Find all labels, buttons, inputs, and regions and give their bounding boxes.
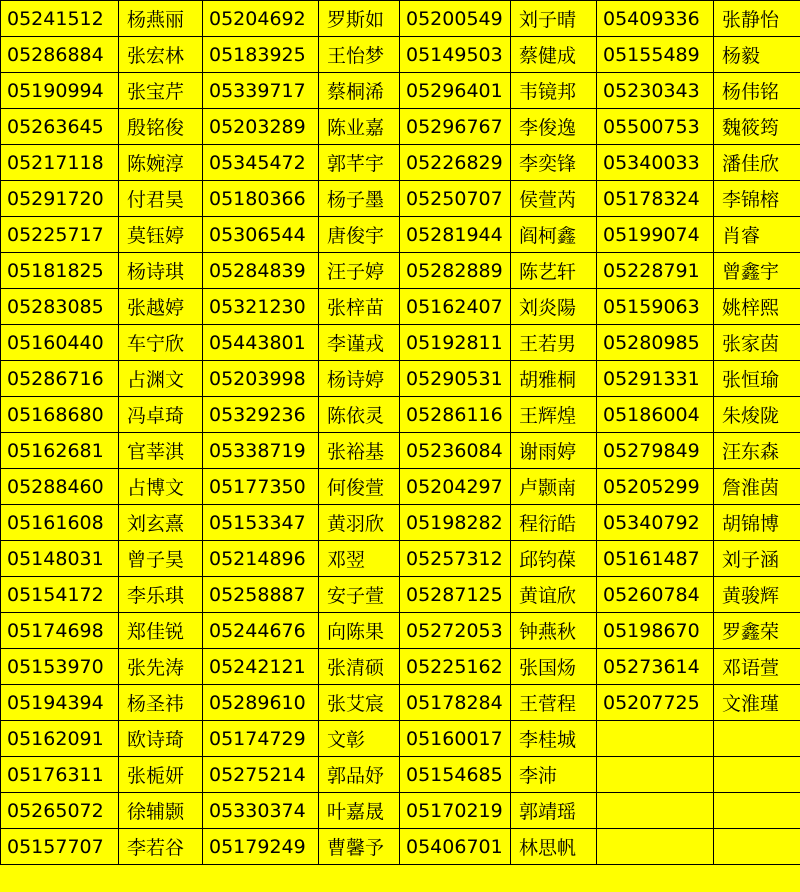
student-id-cell[interactable]: 05296401 <box>400 73 511 109</box>
student-name-cell[interactable]: 曾子昊 <box>119 541 203 577</box>
student-id-cell[interactable]: 05174729 <box>203 721 319 757</box>
student-id-cell[interactable]: 05265072 <box>1 793 119 829</box>
student-id-cell[interactable]: 05281944 <box>400 217 511 253</box>
table-row <box>1 397 800 433</box>
student-name-cell[interactable]: 李锦榕 <box>714 181 800 217</box>
table-row <box>1 289 800 325</box>
student-id-cell[interactable]: 05330374 <box>203 793 319 829</box>
student-id-cell[interactable]: 05289610 <box>203 685 319 721</box>
student-id-cell[interactable]: 05198282 <box>400 505 511 541</box>
student-id-cell[interactable]: 05242121 <box>203 649 319 685</box>
student-id-cell[interactable]: 05178284 <box>400 685 511 721</box>
student-id-cell[interactable]: 05226829 <box>400 145 511 181</box>
student-name-cell[interactable] <box>714 829 800 865</box>
student-name-cell[interactable]: 向陈果 <box>319 613 400 649</box>
student-id-cell[interactable]: 05263645 <box>1 109 119 145</box>
student-id-cell[interactable]: 05284839 <box>203 253 319 289</box>
student-name-cell[interactable]: 张艾宸 <box>319 685 400 721</box>
student-id-cell[interactable]: 05162091 <box>1 721 119 757</box>
student-name-cell[interactable]: 陈艺轩 <box>511 253 597 289</box>
student-name-cell[interactable]: 肖睿 <box>714 217 800 253</box>
student-name-cell[interactable]: 欧诗琦 <box>119 721 203 757</box>
table-row <box>1 181 800 217</box>
student-name-cell[interactable]: 张裕基 <box>319 433 400 469</box>
student-name-cell[interactable]: 文彰 <box>319 721 400 757</box>
student-id-cell[interactable]: 05230343 <box>597 73 714 109</box>
table-row <box>1 793 800 829</box>
table-row <box>1 577 800 613</box>
table-row <box>1 361 800 397</box>
student-id-cell[interactable]: 05203998 <box>203 361 319 397</box>
student-name-cell[interactable]: 张恒瑜 <box>714 361 800 397</box>
student-id-cell[interactable]: 05282889 <box>400 253 511 289</box>
student-name-cell[interactable]: 王怡梦 <box>319 37 400 73</box>
table-body <box>1 1 800 865</box>
student-id-cell[interactable] <box>597 829 714 865</box>
student-id-cell[interactable]: 05286884 <box>1 37 119 73</box>
student-name-cell[interactable]: 詹淮茵 <box>714 469 800 505</box>
student-id-cell[interactable]: 05162407 <box>400 289 511 325</box>
student-id-cell[interactable]: 05194394 <box>1 685 119 721</box>
student-name-cell[interactable]: 郭靖瑶 <box>511 793 597 829</box>
student-id-cell[interactable]: 05155489 <box>597 37 714 73</box>
student-id-cell[interactable]: 05228791 <box>597 253 714 289</box>
student-id-cell[interactable] <box>597 757 714 793</box>
student-name-cell[interactable]: 李谨戎 <box>319 325 400 361</box>
student-id-cell[interactable]: 05179249 <box>203 829 319 865</box>
table-row <box>1 433 800 469</box>
student-id-cell[interactable]: 05198670 <box>597 613 714 649</box>
student-id-cell[interactable]: 05225162 <box>400 649 511 685</box>
student-id-cell[interactable]: 05258887 <box>203 577 319 613</box>
student-name-cell[interactable]: 张宏林 <box>119 37 203 73</box>
student-name-cell[interactable]: 官莘淇 <box>119 433 203 469</box>
student-name-cell[interactable]: 郭品妤 <box>319 757 400 793</box>
student-id-cell[interactable]: 05161608 <box>1 505 119 541</box>
student-name-cell[interactable]: 邓语萱 <box>714 649 800 685</box>
student-name-cell[interactable]: 王辉煌 <box>511 397 597 433</box>
student-id-cell[interactable]: 05280985 <box>597 325 714 361</box>
student-name-cell[interactable]: 张清硕 <box>319 649 400 685</box>
student-id-cell[interactable]: 05160017 <box>400 721 511 757</box>
student-id-cell[interactable]: 05203289 <box>203 109 319 145</box>
student-name-cell[interactable]: 占渊文 <box>119 361 203 397</box>
table-row <box>1 541 800 577</box>
student-id-cell[interactable] <box>597 721 714 757</box>
student-name-cell[interactable]: 车宁欣 <box>119 325 203 361</box>
student-id-cell[interactable]: 05279849 <box>597 433 714 469</box>
student-id-cell[interactable]: 05176311 <box>1 757 119 793</box>
student-name-cell[interactable]: 黄羽欣 <box>319 505 400 541</box>
student-id-cell[interactable]: 05257312 <box>400 541 511 577</box>
student-name-cell[interactable]: 林思帆 <box>511 829 597 865</box>
student-name-cell[interactable]: 刘玄熹 <box>119 505 203 541</box>
student-name-cell[interactable]: 杨子墨 <box>319 181 400 217</box>
student-name-cell[interactable]: 罗斯如 <box>319 1 400 37</box>
student-id-cell[interactable]: 05177350 <box>203 469 319 505</box>
table-row <box>1 109 800 145</box>
student-id-cell[interactable]: 05153970 <box>1 649 119 685</box>
student-id-cell[interactable]: 05345472 <box>203 145 319 181</box>
student-id-cell[interactable]: 05181825 <box>1 253 119 289</box>
student-name-cell[interactable]: 邱钧葆 <box>511 541 597 577</box>
table-row <box>1 325 800 361</box>
table-row <box>1 721 800 757</box>
student-name-cell[interactable]: 杨诗婷 <box>319 361 400 397</box>
student-name-cell[interactable] <box>714 793 800 829</box>
student-name-cell[interactable]: 付君昊 <box>119 181 203 217</box>
student-id-cell[interactable]: 05291720 <box>1 181 119 217</box>
student-id-cell[interactable]: 05161487 <box>597 541 714 577</box>
student-id-cell[interactable]: 05241512 <box>1 1 119 37</box>
student-id-cell[interactable]: 05186004 <box>597 397 714 433</box>
student-id-cell[interactable]: 05157707 <box>1 829 119 865</box>
student-name-cell[interactable] <box>714 757 800 793</box>
student-id-cell[interactable]: 05207725 <box>597 685 714 721</box>
student-name-cell[interactable]: 张家茵 <box>714 325 800 361</box>
student-name-cell[interactable]: 张先涛 <box>119 649 203 685</box>
student-id-cell[interactable]: 05200549 <box>400 1 511 37</box>
student-name-cell[interactable]: 陈业嘉 <box>319 109 400 145</box>
table-row <box>1 649 800 685</box>
student-name-cell[interactable]: 魏筱筠 <box>714 109 800 145</box>
student-name-cell[interactable]: 叶嘉晟 <box>319 793 400 829</box>
student-name-cell[interactable]: 张宝芹 <box>119 73 203 109</box>
student-name-cell[interactable]: 谢雨婷 <box>511 433 597 469</box>
student-id-cell[interactable]: 05291331 <box>597 361 714 397</box>
student-id-cell[interactable]: 05339717 <box>203 73 319 109</box>
student-id-cell[interactable]: 05321230 <box>203 289 319 325</box>
student-name-cell[interactable]: 李俊逸 <box>511 109 597 145</box>
student-id-cell[interactable]: 05286716 <box>1 361 119 397</box>
student-id-cell[interactable]: 05190994 <box>1 73 119 109</box>
student-id-cell[interactable]: 05154172 <box>1 577 119 613</box>
student-name-cell[interactable]: 张越婷 <box>119 289 203 325</box>
student-name-cell[interactable]: 曾鑫宇 <box>714 253 800 289</box>
student-name-cell[interactable]: 王若男 <box>511 325 597 361</box>
student-name-cell[interactable]: 潘佳欣 <box>714 145 800 181</box>
student-id-cell[interactable]: 05174698 <box>1 613 119 649</box>
student-id-cell[interactable] <box>597 793 714 829</box>
student-id-cell[interactable]: 05225717 <box>1 217 119 253</box>
student-name-cell[interactable]: 李沛 <box>511 757 597 793</box>
student-name-cell[interactable]: 杨毅 <box>714 37 800 73</box>
student-id-cell[interactable]: 05180366 <box>203 181 319 217</box>
student-name-cell[interactable]: 胡雅桐 <box>511 361 597 397</box>
student-name-cell[interactable]: 郭芊宇 <box>319 145 400 181</box>
student-name-cell[interactable]: 李若谷 <box>119 829 203 865</box>
student-id-cell[interactable]: 05288460 <box>1 469 119 505</box>
student-id-cell[interactable]: 05273614 <box>597 649 714 685</box>
student-name-cell[interactable]: 李桂城 <box>511 721 597 757</box>
student-id-cell[interactable]: 05170219 <box>400 793 511 829</box>
student-id-cell[interactable]: 05260784 <box>597 577 714 613</box>
student-name-cell[interactable]: 杨诗琪 <box>119 253 203 289</box>
student-name-cell[interactable]: 朱焌陇 <box>714 397 800 433</box>
student-name-cell[interactable]: 李奕锋 <box>511 145 597 181</box>
table-row <box>1 253 800 289</box>
student-id-cell[interactable]: 05287125 <box>400 577 511 613</box>
student-name-cell[interactable]: 钟燕秋 <box>511 613 597 649</box>
table-row <box>1 757 800 793</box>
student-id-cell[interactable]: 05168680 <box>1 397 119 433</box>
student-name-cell[interactable]: 刘子涵 <box>714 541 800 577</box>
student-name-cell[interactable]: 王菅程 <box>511 685 597 721</box>
student-id-cell[interactable]: 05160440 <box>1 325 119 361</box>
student-id-cell[interactable]: 05272053 <box>400 613 511 649</box>
table-row <box>1 145 800 181</box>
student-id-cell[interactable]: 05205299 <box>597 469 714 505</box>
student-id-cell[interactable]: 05500753 <box>597 109 714 145</box>
student-id-cell[interactable]: 05183925 <box>203 37 319 73</box>
student-id-cell[interactable]: 05192811 <box>400 325 511 361</box>
student-id-cell[interactable]: 05340033 <box>597 145 714 181</box>
student-name-cell[interactable]: 莫钰婷 <box>119 217 203 253</box>
student-id-cell[interactable]: 05204297 <box>400 469 511 505</box>
student-name-cell[interactable]: 韦镜邦 <box>511 73 597 109</box>
student-name-cell[interactable]: 陈依灵 <box>319 397 400 433</box>
student-id-cell[interactable]: 05283085 <box>1 289 119 325</box>
student-id-cell[interactable]: 05329236 <box>203 397 319 433</box>
student-name-cell[interactable]: 郑佳锐 <box>119 613 203 649</box>
table-row <box>1 1 800 37</box>
student-name-cell[interactable]: 蔡桐浠 <box>319 73 400 109</box>
student-name-cell[interactable]: 汪子婷 <box>319 253 400 289</box>
student-id-cell[interactable]: 05306544 <box>203 217 319 253</box>
student-name-cell[interactable]: 刘炎陽 <box>511 289 597 325</box>
student-name-cell[interactable]: 李乐琪 <box>119 577 203 613</box>
student-name-cell[interactable]: 张栀妍 <box>119 757 203 793</box>
student-id-cell[interactable]: 05409336 <box>597 1 714 37</box>
student-name-cell[interactable]: 陈婉淳 <box>119 145 203 181</box>
student-name-cell[interactable]: 冯卓琦 <box>119 397 203 433</box>
student-name-cell[interactable]: 侯萱芮 <box>511 181 597 217</box>
student-id-cell[interactable]: 05148031 <box>1 541 119 577</box>
student-id-cell[interactable]: 05286116 <box>400 397 511 433</box>
student-name-cell[interactable]: 程衍皓 <box>511 505 597 541</box>
student-id-cell[interactable]: 05338719 <box>203 433 319 469</box>
table-row <box>1 37 800 73</box>
student-id-cell[interactable]: 05406701 <box>400 829 511 865</box>
student-id-cell[interactable]: 05153347 <box>203 505 319 541</box>
student-id-cell[interactable]: 05296767 <box>400 109 511 145</box>
student-name-cell[interactable]: 汪东森 <box>714 433 800 469</box>
student-id-cell[interactable]: 05204692 <box>203 1 319 37</box>
student-id-cell[interactable]: 05217118 <box>1 145 119 181</box>
student-name-cell[interactable]: 文淮瑾 <box>714 685 800 721</box>
student-id-cell[interactable]: 05149503 <box>400 37 511 73</box>
student-name-cell[interactable]: 唐俊宇 <box>319 217 400 253</box>
student-id-cell[interactable]: 05199074 <box>597 217 714 253</box>
table-row <box>1 685 800 721</box>
student-name-cell[interactable]: 阎柯鑫 <box>511 217 597 253</box>
student-id-cell[interactable]: 05178324 <box>597 181 714 217</box>
student-id-cell[interactable]: 05214896 <box>203 541 319 577</box>
student-name-cell[interactable]: 杨圣祎 <box>119 685 203 721</box>
student-id-cell[interactable]: 05250707 <box>400 181 511 217</box>
table-row <box>1 829 800 865</box>
student-name-cell[interactable]: 杨燕丽 <box>119 1 203 37</box>
student-name-cell[interactable]: 张静怡 <box>714 1 800 37</box>
student-id-cell[interactable]: 05290531 <box>400 361 511 397</box>
student-name-cell[interactable]: 殷铭俊 <box>119 109 203 145</box>
student-id-cell[interactable]: 05154685 <box>400 757 511 793</box>
student-name-cell[interactable]: 安子萱 <box>319 577 400 613</box>
student-name-cell[interactable]: 黄骏辉 <box>714 577 800 613</box>
student-name-cell[interactable]: 邓翌 <box>319 541 400 577</box>
student-name-cell[interactable]: 卢颢南 <box>511 469 597 505</box>
student-id-cell[interactable]: 05275214 <box>203 757 319 793</box>
student-name-cell[interactable]: 杨伟铭 <box>714 73 800 109</box>
student-name-cell[interactable]: 刘子晴 <box>511 1 597 37</box>
student-id-cell[interactable]: 05162681 <box>1 433 119 469</box>
student-name-cell[interactable]: 占博文 <box>119 469 203 505</box>
student-name-cell[interactable]: 张梓苗 <box>319 289 400 325</box>
table-row <box>1 73 800 109</box>
student-name-cell[interactable] <box>714 721 800 757</box>
student-name-cell[interactable]: 罗鑫荣 <box>714 613 800 649</box>
student-id-cell[interactable]: 05244676 <box>203 613 319 649</box>
student-id-cell[interactable]: 05159063 <box>597 289 714 325</box>
student-name-cell[interactable]: 胡锦博 <box>714 505 800 541</box>
table-row <box>1 469 800 505</box>
student-name-cell[interactable]: 曹馨予 <box>319 829 400 865</box>
student-id-cell[interactable]: 05443801 <box>203 325 319 361</box>
student-name-cell[interactable]: 徐辅颢 <box>119 793 203 829</box>
student-name-cell[interactable]: 张国炀 <box>511 649 597 685</box>
table-row <box>1 613 800 649</box>
student-id-cell[interactable]: 05236084 <box>400 433 511 469</box>
table-row <box>1 217 800 253</box>
student-name-cell[interactable]: 何俊萱 <box>319 469 400 505</box>
student-id-cell[interactable]: 05340792 <box>597 505 714 541</box>
table-row <box>1 505 800 541</box>
student-name-cell[interactable]: 蔡健成 <box>511 37 597 73</box>
student-name-cell[interactable]: 黄谊欣 <box>511 577 597 613</box>
student-name-cell[interactable]: 姚梓熙 <box>714 289 800 325</box>
